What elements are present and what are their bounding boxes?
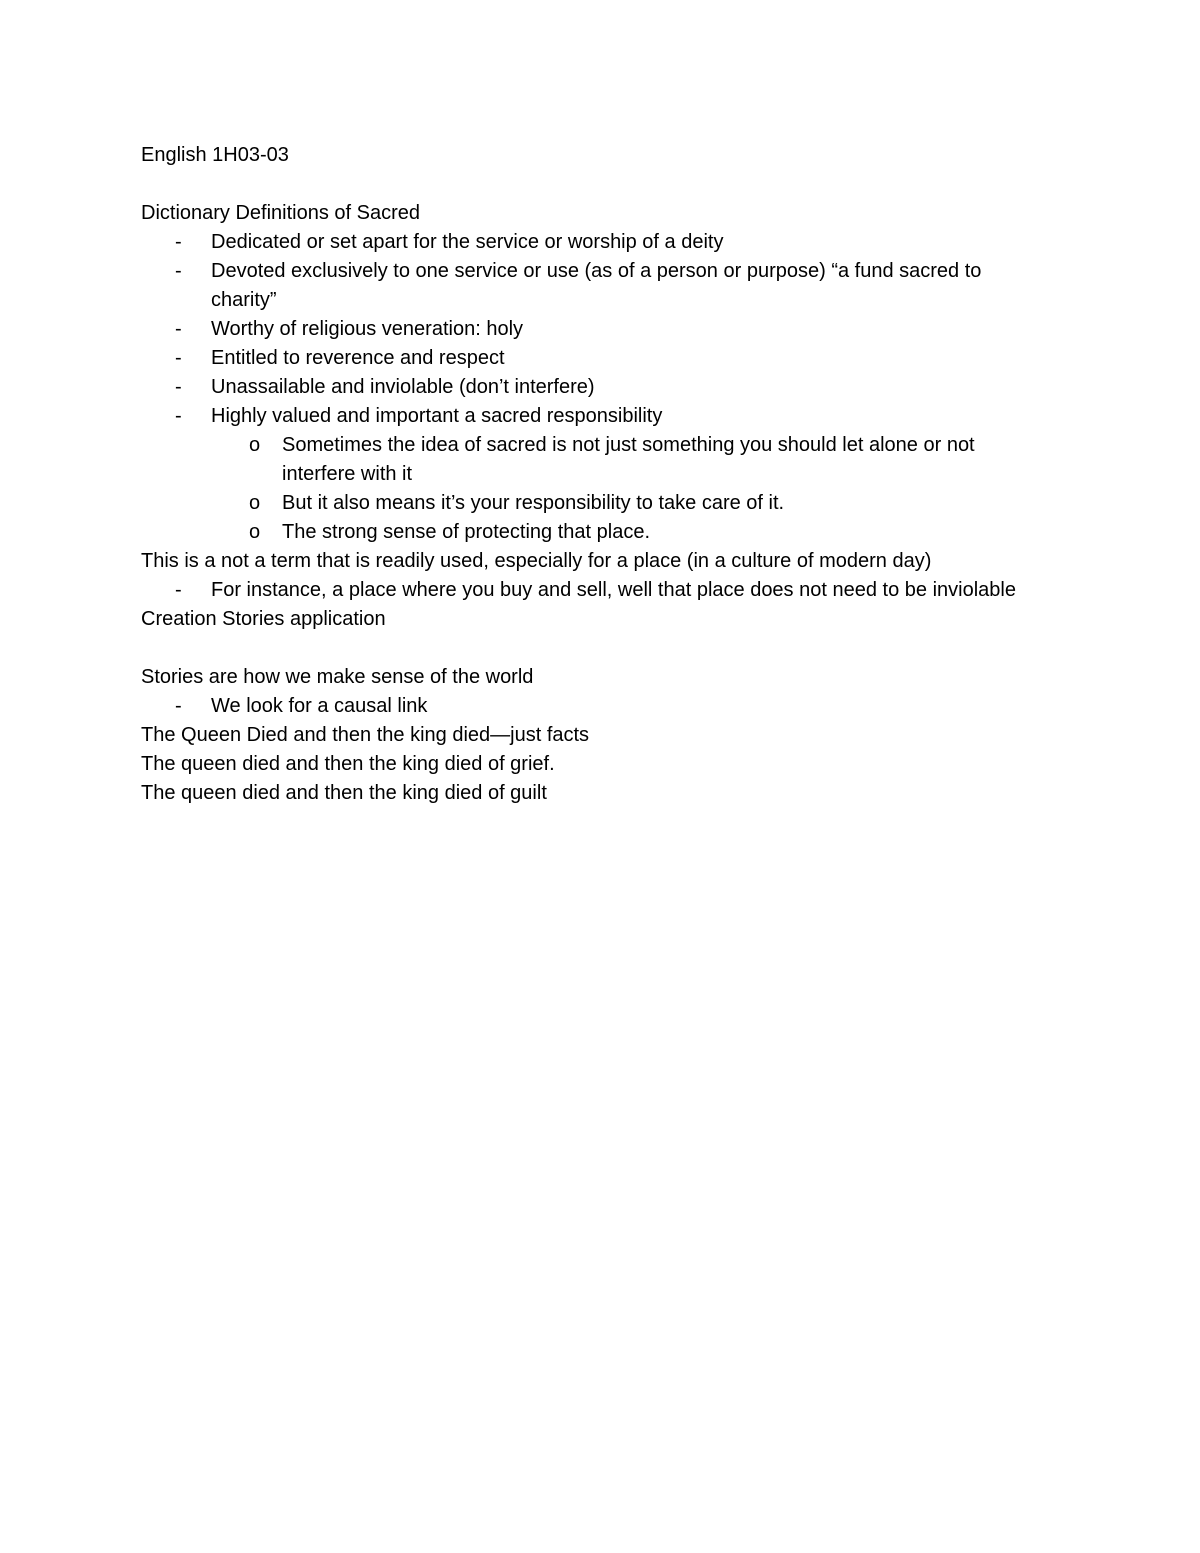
definition-text: Unassailable and inviolable (don’t interfere) <box>211 376 595 398</box>
sub-point-item <box>141 518 1041 547</box>
circle-bullet: o <box>249 434 261 456</box>
stories-point-item <box>141 692 1041 721</box>
definition-item <box>141 373 1041 402</box>
section-heading: Dictionary Definitions of Sacred <box>141 202 421 224</box>
example-line: The Queen Died and then the king died—just facts <box>141 724 590 746</box>
dash-bullet: - <box>175 347 182 369</box>
definition-text: Entitled to reverence and respect <box>211 347 505 369</box>
blank-line <box>141 170 1041 199</box>
sub-point-item <box>141 431 1041 489</box>
dash-bullet: - <box>175 318 182 340</box>
dash-bullet: - <box>175 260 182 282</box>
definition-item <box>141 402 1041 431</box>
definition-text: Highly valued and important a sacred responsibility <box>211 405 663 427</box>
circle-bullet: o <box>249 492 261 514</box>
stories-line: Stories are how we make sense of the world <box>141 666 534 688</box>
dash-bullet: - <box>175 376 182 398</box>
blank-line <box>141 634 1041 663</box>
sub-point-text: The strong sense of protecting that place. <box>282 521 650 543</box>
definition-item <box>141 344 1041 373</box>
definition-text: Worthy of religious veneration: holy <box>211 318 524 340</box>
definition-text: Devoted exclusively to one service or use (as of a person or purpose) “a fund sacred to charity” <box>211 260 982 311</box>
example-line: The queen died and then the king died of grief. <box>141 753 555 775</box>
dash-bullet: - <box>175 695 182 717</box>
definition-item <box>141 228 1041 257</box>
stories-point-text: We look for a causal link <box>211 695 428 717</box>
modern-term-example-item <box>141 576 1041 605</box>
dash-bullet: - <box>175 579 182 601</box>
sub-point-text: Sometimes the idea of sacred is not just something you should let alone or not interfere with it <box>282 434 975 485</box>
modern-term-example-text: For instance, a place where you buy and sell, well that place does not need to be inviolable <box>211 579 1016 601</box>
definition-item <box>141 315 1041 344</box>
circle-bullet: o <box>249 521 261 543</box>
sub-point-text: But it also means it’s your responsibility to take care of it. <box>282 492 785 514</box>
dash-bullet: - <box>175 405 182 427</box>
modern-term-note: This is a not a term that is readily used, especially for a place (in a culture of modern day) <box>141 550 932 572</box>
creation-heading: Creation Stories application <box>141 608 386 630</box>
sub-point-item <box>141 489 1041 518</box>
definition-item <box>141 257 1041 315</box>
document-body <box>141 141 1041 808</box>
dash-bullet: - <box>175 231 182 253</box>
course-title: English 1H03-03 <box>141 144 289 166</box>
definition-text: Dedicated or set apart for the service or worship of a deity <box>211 231 724 253</box>
example-line: The queen died and then the king died of guilt <box>141 782 547 804</box>
